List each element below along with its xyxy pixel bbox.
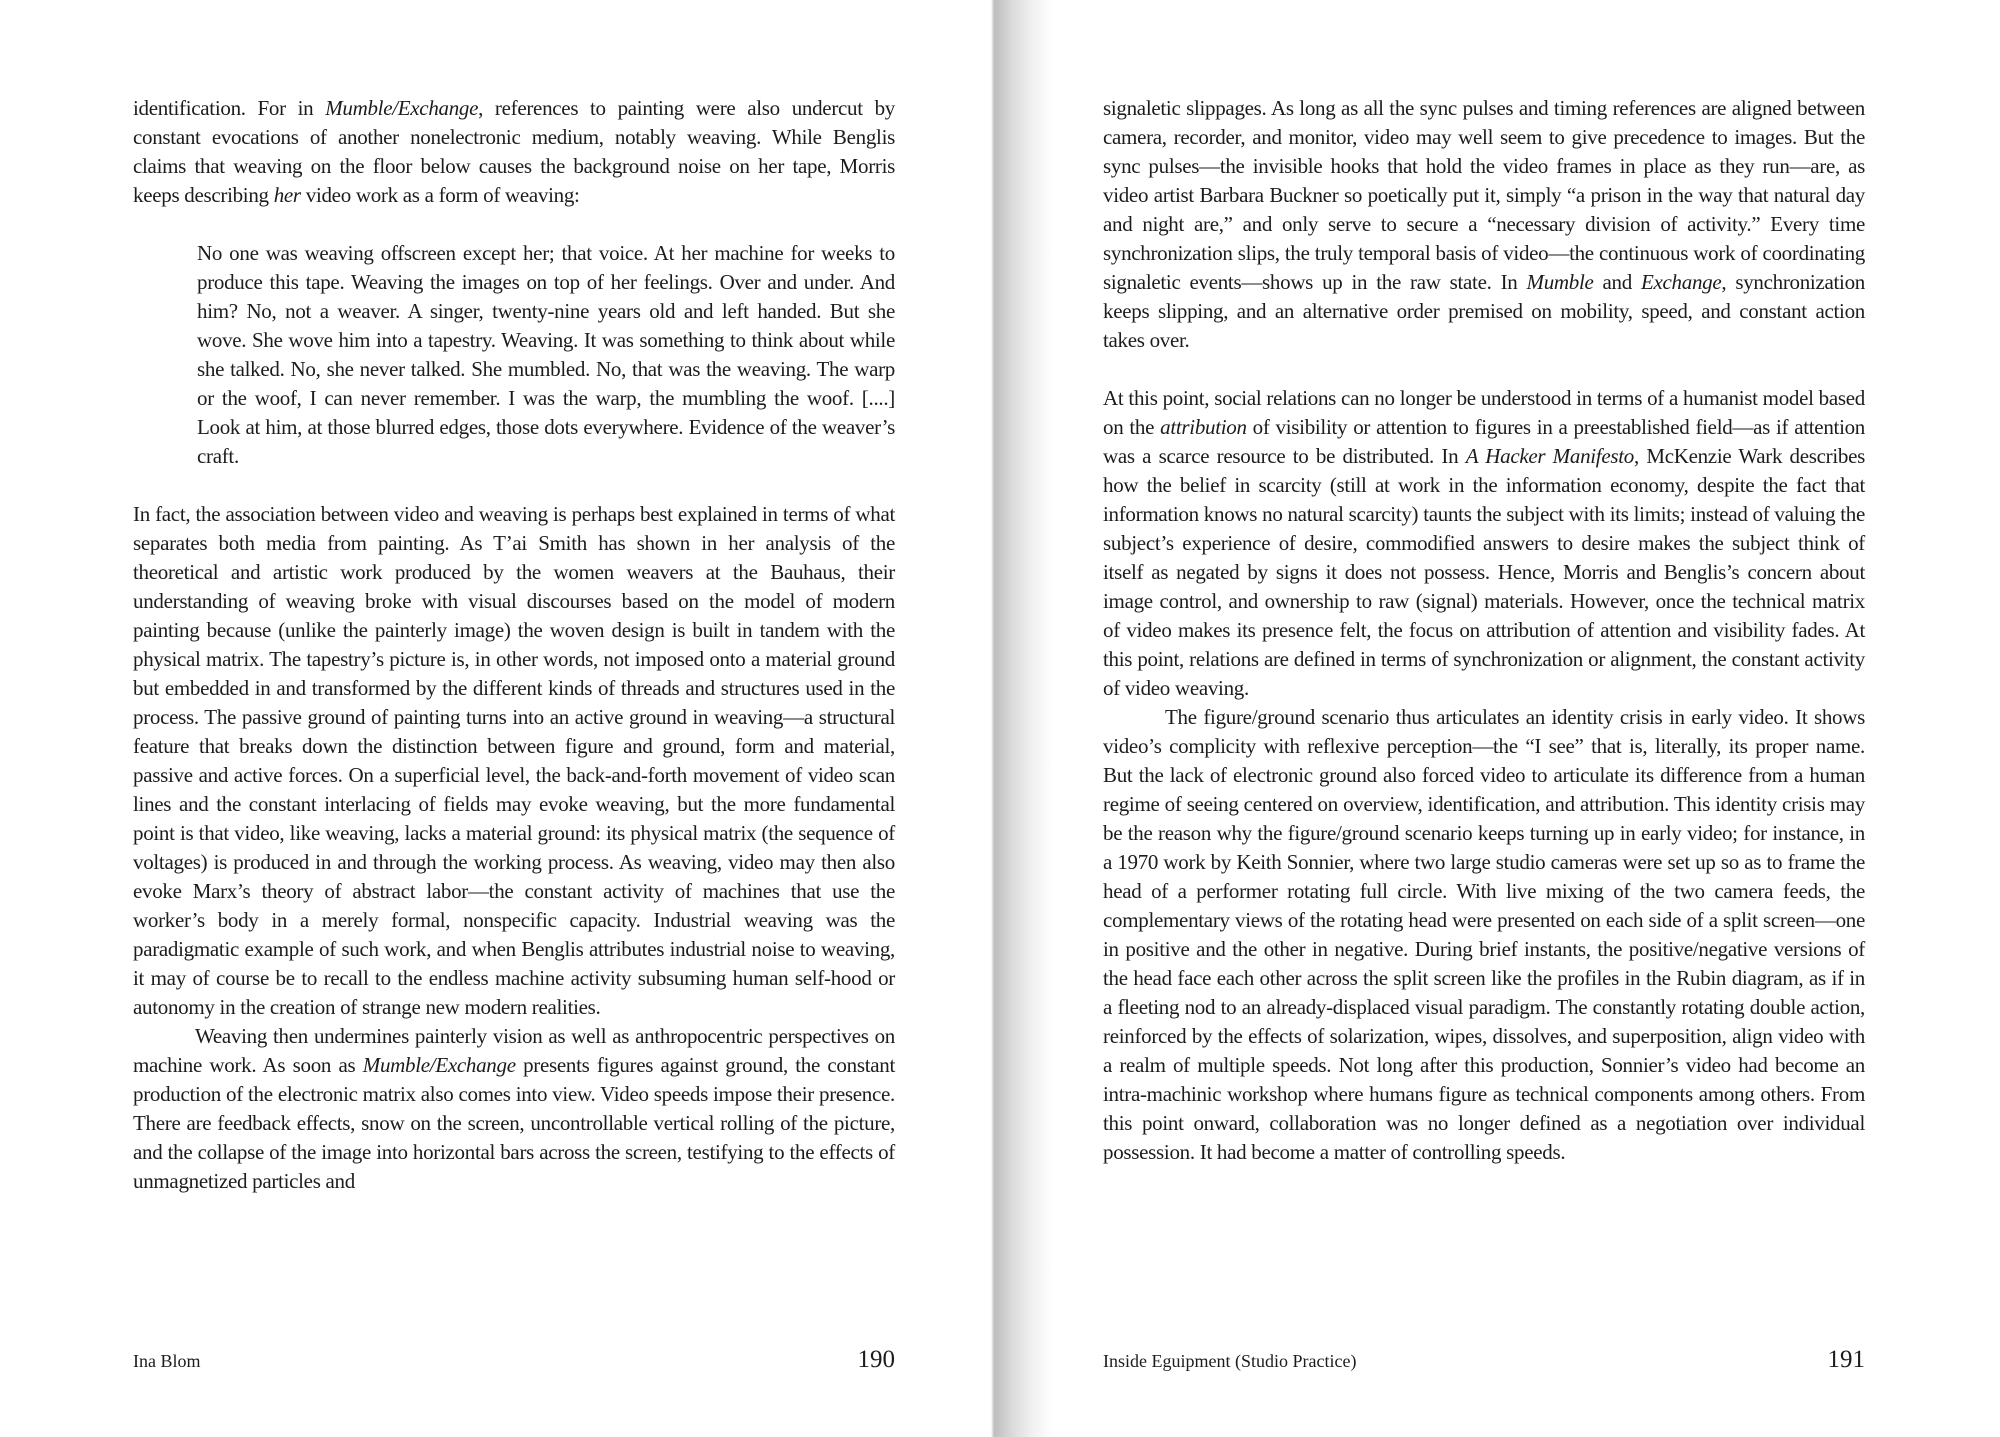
text-run: video work as a form of weaving: (300, 183, 580, 207)
text-run: Weaving then undermines painterly vision as well as anthropocentric perspectives on machine work. As soon as (133, 1024, 895, 1077)
left-page-body (133, 94, 895, 1196)
text-run: of visibility or attention to figures in a preestablished field—as if attention was a scarce resource to be distributed. In (1103, 415, 1866, 468)
text-run: identification. For in (133, 96, 326, 120)
running-footer-author: Ina Blom (133, 1351, 201, 1371)
paragraph (1103, 384, 1865, 703)
italic-text-run: her (273, 183, 301, 207)
paragraph (133, 1022, 895, 1196)
text-run: In fact, the association between video and weaving is perhaps best explained in terms of what separates both media from painting. As T’ai Smith has shown in her analysis of the theoretical and artistic work produced by the women weavers at the Bauhaus, their understanding of weaving broke with visual discourses based on the model of modern painting because (unlike the painterly image) the woven design is built in tandem with the physical matrix. The tapestry’s picture is, in other words, not imposed onto a material ground but embedded in and transformed by the different kinds of threads and structures used in the process. The passive ground of painting turns into an active ground in weaving—a structural feature that breaks down the distinction between figure and ground, form and material, passive and active forces. On a superficial level, the back-and-forth movement of video scan lines and the constant interlacing of fields may evoke weaving, but the more fundamental point is that video, like weaving, lacks a material ground: its physical matrix (the sequence of voltages) is produced in and through the working process. As weaving, video may then also evoke Marx’s theory of abstract labor—the constant activity of machines that use the worker’s body in a merely formal, nonspecific capacity. Industrial weaving was the paradigmatic example of such work, and when Benglis attributes industrial noise to weaving, it may of course be to recall to the endless machine activity subsuming human self-hood or autonomy in the creation of strange new modern realities. (133, 502, 895, 1019)
left-page-number: 190 (857, 1346, 895, 1373)
block-quote (197, 239, 895, 471)
right-page-number: 191 (1827, 1346, 1865, 1373)
paragraph (133, 500, 895, 1022)
italic-text-run: Mumble/Exchange (362, 1053, 516, 1077)
paragraph (1103, 703, 1865, 1167)
text-run: , McKenzie Wark describes how the belief in scarcity (still at work in the information economy, despite the fact that information knows no natural scarcity) taunts the subject with its limits; instead of valuing the subject’s experience of desire, commodified answers to desire makes the subject think of itself as negated by signs it does not possess. Hence, Morris and Benglis’s concern about image control, and ownership to raw (signal) materials. However, once the technical matrix of video makes its presence felt, the focus on attribution of attention and visibility fades. At this point, relations are defined in terms of synchronization or alignment, the constant activity of video weaving. (1103, 444, 1865, 700)
right-page-body (1103, 94, 1865, 1167)
text-run: At this point, social relations can no longer be understood in terms of a humanist model based on the (1103, 386, 1865, 439)
text-run: signaletic slippages. As long as all the sync pulses and timing references are aligned between camera, recorder, and monitor, video may well seem to give precedence to images. But the sync pulses—the invisible hooks that hold the video frames in place as they run—are, as video artist Barbara Buckner so poetically put it, simply “a prison in the way that natural day and night are,” and only serve to secure a “necessary division of activity.” Every time synchronization slips, the truly temporal basis of video—the continuous work of coordinating signaletic events—shows up in the raw state. In (1103, 96, 1865, 294)
paragraph (1103, 94, 1865, 355)
italic-text-run: A Hacker Manifesto (1465, 444, 1634, 468)
right-page-footer (1103, 1346, 1865, 1374)
italic-text-run: Mumble/Exchange (325, 96, 479, 120)
text-run: No one was weaving offscreen except her; that voice. At her machine for weeks to produce this tape. Weaving the images on top of her feelings. Over and under. And him? No, not a weaver. A singer, twenty-nine years old and left handed. But she wove. She wove him into a tapestry. Weaving. It was something to think about while she talked. No, she never talked. She mumbled. No, that was the weaving. The warp or the woof, I can never remember. I was the warp, the mumbling the woof. [....] Look at him, at those blurred edges, those dots everywhere. Evidence of the weaver’s craft. (197, 241, 895, 468)
paragraph (133, 94, 895, 210)
running-footer-chapter-title: Inside Eguipment (Studio Practice) (1103, 1351, 1357, 1371)
text-run: , references to painting were also undercut by constant evocations of another nonelectronic medium, notably weaving. While Benglis claims that weaving on the floor below causes the background noise on her tape, Morris keeps describing (133, 96, 895, 207)
text-run: The figure/ground scenario thus articulates an identity crisis in early video. It shows video’s complicity with reflexive perception—the “I see” that is, literally, its proper name. But the lack of electronic ground also forced video to articulate its difference from a human regime of seeing centered on overview, identification, and attribution. This identity crisis may be the reason why the figure/ground scenario keeps turning up in early video; for instance, in a 1970 work by Keith Sonnier, where two large studio cameras were set up so as to frame the head of a performer rotating full circle. With live mixing of the two camera feeds, the complementary views of the rotating head were presented on each side of a split screen—one in positive and the other in negative. During brief instants, the positive/negative versions of the head face each other across the split screen like the profiles in the Rubin diagram, as if in a fleeting nod to an already-displaced visual paradigm. The constantly rotating double action, reinforced by the effects of solarization, wipes, dissolves, and superposition, align video with a realm of multiple speeds. Not long after this production, Sonnier’s video had become an intra-machinic workshop where humans figure as technical components among others. From this point onward, collaboration was no longer defined as a negotiation over individual possession. It had become a matter of controlling speeds. (1103, 705, 1865, 1164)
text-run: presents figures against ground, the constant production of the electronic matrix also comes into view. Video speeds impose their presence. There are feedback effects, snow on the screen, uncontrollable vertical rolling of the picture, and the collapse of the image into horizontal bars across the screen, testifying to the effects of unmagnetized particles and (133, 1053, 895, 1193)
text-run: , synchronization keeps slipping, and an alternative order premised on mobility, speed, and constant action takes over. (1103, 270, 1865, 352)
text-run: and (1593, 270, 1641, 294)
italic-text-run: attribution (1160, 415, 1247, 439)
italic-text-run: Mumble (1526, 270, 1594, 294)
book-gutter-shadow (991, 0, 1053, 1437)
italic-text-run: Exchange (1640, 270, 1722, 294)
left-page-footer (133, 1346, 895, 1374)
